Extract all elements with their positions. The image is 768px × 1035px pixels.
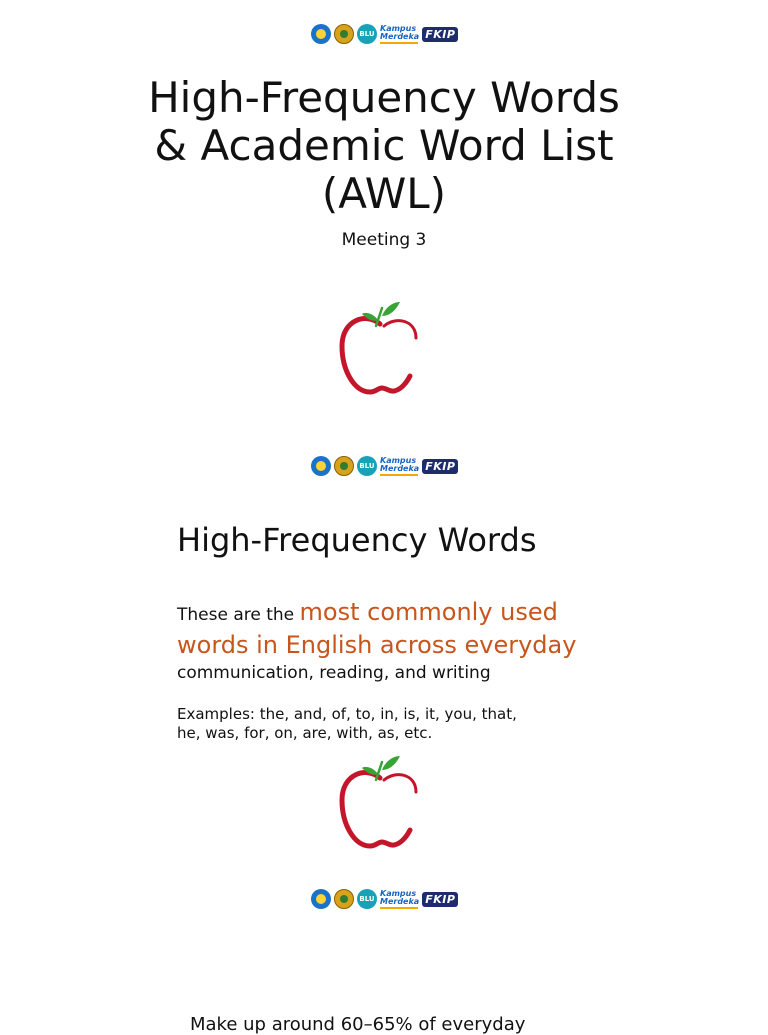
slide-title	[0, 74, 768, 218]
fkip-logo: FKIP	[422, 892, 458, 907]
kemdikbud-logo-icon	[311, 456, 331, 476]
examples-line-2: he, was, for, on, are, with, as, etc.	[177, 724, 433, 742]
university-seal-icon	[334, 456, 354, 476]
university-seal-icon	[334, 24, 354, 44]
kemdikbud-logo-icon	[311, 889, 331, 909]
title-line-1: High-Frequency Words	[148, 73, 620, 122]
partial-paragraph: Make up around 60–65% of everyday	[190, 1014, 526, 1035]
examples-text	[177, 705, 577, 743]
fkip-logo: FKIP	[422, 27, 458, 42]
title-line-3: (AWL)	[321, 169, 447, 218]
apple-icon	[336, 298, 422, 398]
lead-rest: communication, reading, and writing	[177, 663, 491, 683]
blu-logo-icon: BLU	[357, 456, 377, 476]
apple-icon	[336, 752, 422, 852]
examples-line-1: Examples: the, and, of, to, in, is, it, you, that,	[177, 705, 517, 723]
partner-logos-bar	[311, 453, 459, 479]
lead-highlight-2: words in English across everyday	[177, 631, 577, 659]
blu-logo-icon: BLU	[357, 889, 377, 909]
fkip-logo: FKIP	[422, 459, 458, 474]
kampus-merdeka-logo: Kampus Merdeka	[380, 890, 419, 909]
kemdikbud-logo-icon	[311, 24, 331, 44]
kampus-merdeka-logo: Kampus Merdeka	[380, 25, 419, 44]
lead-prefix: These are the	[177, 605, 300, 625]
section-title: High-Frequency Words	[177, 521, 537, 559]
partner-logos-bar	[311, 21, 459, 47]
lead-highlight-1: most commonly used	[299, 598, 558, 626]
blu-logo-icon: BLU	[357, 24, 377, 44]
university-seal-icon	[334, 889, 354, 909]
definition-paragraph	[177, 597, 647, 685]
slide-subtitle: Meeting 3	[341, 230, 427, 250]
title-line-2: & Academic Word List	[154, 121, 614, 170]
partner-logos-bar	[311, 886, 459, 912]
kampus-merdeka-logo: Kampus Merdeka	[380, 457, 419, 476]
